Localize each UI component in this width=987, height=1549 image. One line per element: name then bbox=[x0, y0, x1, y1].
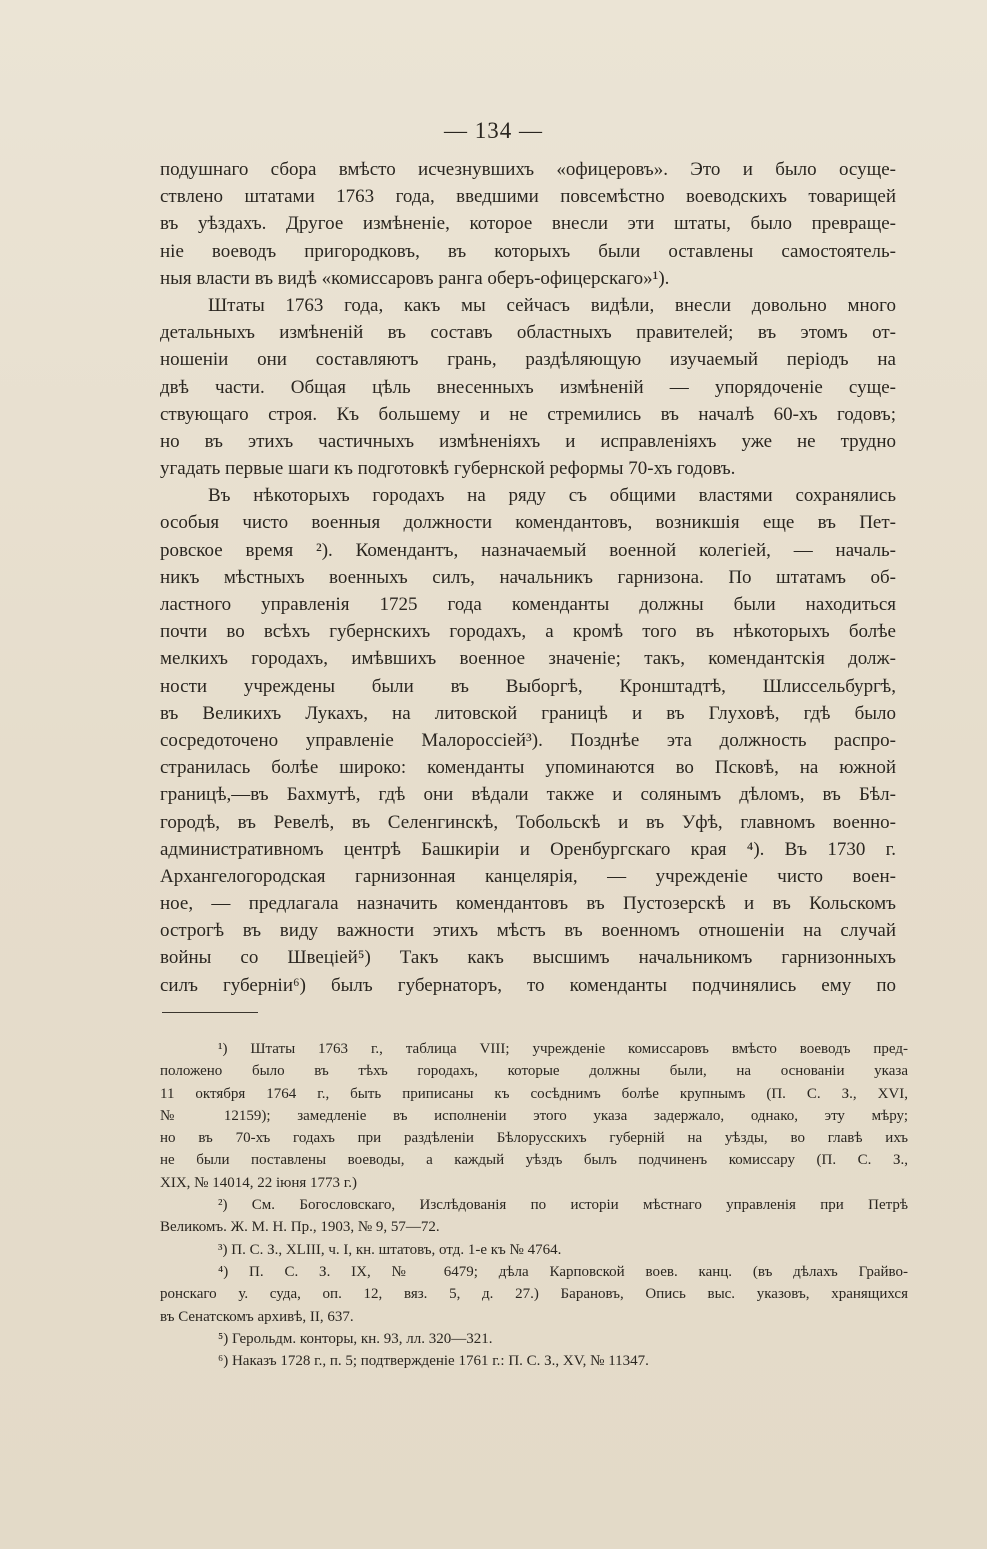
footnote-line: ⁵) Герольдм. конторы, кн. 93, лл. 320—321. bbox=[218, 1330, 493, 1347]
text-line: Штаты 1763 года, какъ мы сейчасъ видѣли, внесли довольно много bbox=[208, 294, 896, 316]
text-line: ровское время ²). Комендантъ, назначаемый военной колегіей, — началь- bbox=[160, 539, 896, 561]
footnote-line: положено было въ тѣхъ городахъ, которые должны были, на основаніи указа bbox=[160, 1063, 908, 1080]
text-line: особыя чисто военныя должности комендантовъ, возникшія еще въ Пет- bbox=[160, 512, 896, 534]
footnote-line: ¹) Штаты 1763 г., таблица VIII; учрежденіе комиссаровъ вмѣсто воеводъ пред- bbox=[218, 1041, 908, 1057]
footnote-line: № 12159); замедленіе въ исполненіи этого указа задержало, однако, эту мѣру; bbox=[160, 1107, 908, 1124]
text-line: ствлено штатами 1763 года, введшими повсемѣстно воеводскихъ товарищей bbox=[160, 186, 896, 208]
footnote-line: ⁴) П. С. З. IX, № 6479; дѣла Карповской воев. канц. (въ дѣлахъ Грайво- bbox=[218, 1263, 908, 1280]
page-number: — 134 — bbox=[444, 118, 543, 143]
text-line: никъ мѣстныхъ военныхъ силъ, начальникъ гарнизона. По штатамъ об- bbox=[160, 566, 896, 588]
text-line: угадать первые шаги къ подготовкѣ губернской реформы 70-хъ годовъ. bbox=[160, 458, 736, 480]
text-line: странилась болѣе широко: коменданты упоминаются во Псковѣ, на южной bbox=[160, 757, 896, 779]
text-line: ношеніи они составляютъ грань, раздѣляющую изучаемый періодъ на bbox=[160, 349, 896, 371]
footnote-line: не были поставлены воеводы, а каждый уѣздъ былъ подчиненъ комиссару (П. С. З., bbox=[160, 1152, 908, 1169]
text-line: городѣ, въ Ревелѣ, въ Селенгинскѣ, Тобольскѣ и въ Уфѣ, главномъ военно- bbox=[160, 811, 896, 833]
text-line: въ уѣздахъ. Другое измѣненіе, которое внесли эти штаты, было превраще- bbox=[160, 213, 896, 235]
text-line: двѣ части. Общая цѣль внесенныхъ измѣненій — упорядоченіе суще- bbox=[160, 376, 896, 398]
footnote-line: ²) См. Богословскаго, Изслѣдованія по исторіи мѣстнаго управленія при Петрѣ bbox=[218, 1197, 908, 1214]
footnote-line: въ Сенатскомъ архивѣ, II, 637. bbox=[160, 1308, 354, 1325]
text-line: ности учреждены были въ Выборгѣ, Кронштадтѣ, Шлиссельбургѣ, bbox=[160, 675, 896, 697]
text-line: ныя власти въ видѣ «комиссаровъ ранга оберъ-офицерскаго»¹). bbox=[160, 267, 670, 289]
text-line: силъ губерніи⁶) былъ губернаторъ, то коменданты подчинялись ему по bbox=[160, 974, 896, 996]
footnote-divider bbox=[162, 1012, 258, 1013]
text-line: войны со Швеціей⁵) Такъ какъ высшимъ начальникомъ гарнизонныхъ bbox=[160, 947, 896, 969]
text-line: въ Великихъ Лукахъ, на литовской границѣ и въ Глуховѣ, гдѣ было bbox=[160, 702, 896, 724]
text-line: острогѣ въ виду важности этихъ мѣстъ въ военномъ отношеніи на случай bbox=[160, 920, 896, 942]
text-line: ствующаго строя. Къ большему и не стремились въ началѣ 60-хъ годовъ; bbox=[160, 403, 896, 425]
footnote-line: но въ 70-хъ годахъ при раздѣленіи Бѣлорусскихъ губерній на уѣзды, во главѣ ихъ bbox=[160, 1130, 908, 1147]
text-line: ластного управленія 1725 года коменданты должны были находиться bbox=[160, 594, 896, 615]
footnotes bbox=[160, 1038, 908, 1372]
text-line: почти во всѣхъ губернскихъ городахъ, а кромѣ того въ нѣкоторыхъ болѣе bbox=[160, 621, 896, 643]
text-line: детальныхъ измѣненій въ составъ областныхъ правителей; въ этомъ от- bbox=[160, 322, 896, 344]
footnote-line: ⁶) Наказъ 1728 г., п. 5; подтвержденіе 1761 г.: П. С. З., XV, № 11347. bbox=[218, 1353, 649, 1370]
text-line: ное, — предлагала назначить комендантовъ въ Пустозерскѣ и въ Кольскомъ bbox=[160, 893, 896, 915]
main-text bbox=[160, 156, 896, 999]
footnote-line: ³) П. С. З., XLIII, ч. I, кн. штатовъ, отд. 1-е къ № 4764. bbox=[218, 1241, 562, 1258]
text-line: ніе воеводъ пригородковъ, въ которыхъ были оставлены самостоятель- bbox=[160, 240, 896, 262]
footnote-line: Великомъ. Ж. М. Н. Пр., 1903, № 9, 57—72. bbox=[160, 1219, 440, 1236]
text-line: границѣ,—въ Бахмутѣ, гдѣ они вѣдали также и солянымъ дѣломъ, въ Бѣл- bbox=[160, 784, 896, 806]
text-line: сосредоточено управленіе Малороссіей³). Позднѣе эта должность распро- bbox=[160, 729, 896, 751]
text-line: Въ нѣкоторыхъ городахъ на ряду съ общими властями сохранялись bbox=[208, 485, 896, 507]
text-line: административномъ центрѣ Башкиріи и Оренбургскаго края ⁴). Въ 1730 г. bbox=[160, 838, 896, 860]
text-line: мелкихъ городахъ, имѣвшихъ военное значеніе; такъ, комендантскія долж- bbox=[160, 648, 896, 670]
footnote-line: XIX, № 14014, 22 іюня 1773 г.) bbox=[160, 1174, 357, 1191]
text-line: Архангелогородская гарнизонная канцелярія, — учрежденіе чисто воен- bbox=[160, 865, 896, 887]
text-line: подушнаго сбора вмѣсто исчезнувшихъ «офицеровъ». Это и было осуще- bbox=[160, 159, 896, 180]
footnote-line: ронскаго у. суда, оп. 12, вяз. 5, д. 27.) Барановъ, Опись выс. указовъ, хранящихся bbox=[160, 1286, 908, 1303]
footnote-line: 11 октября 1764 г., быть приписаны къ сосѣднимъ болѣе крупнымъ (П. С. З., XVI, bbox=[160, 1085, 908, 1102]
text-line: но въ этихъ частичныхъ измѣненіяхъ и исправленіяхъ уже не трудно bbox=[160, 430, 896, 452]
